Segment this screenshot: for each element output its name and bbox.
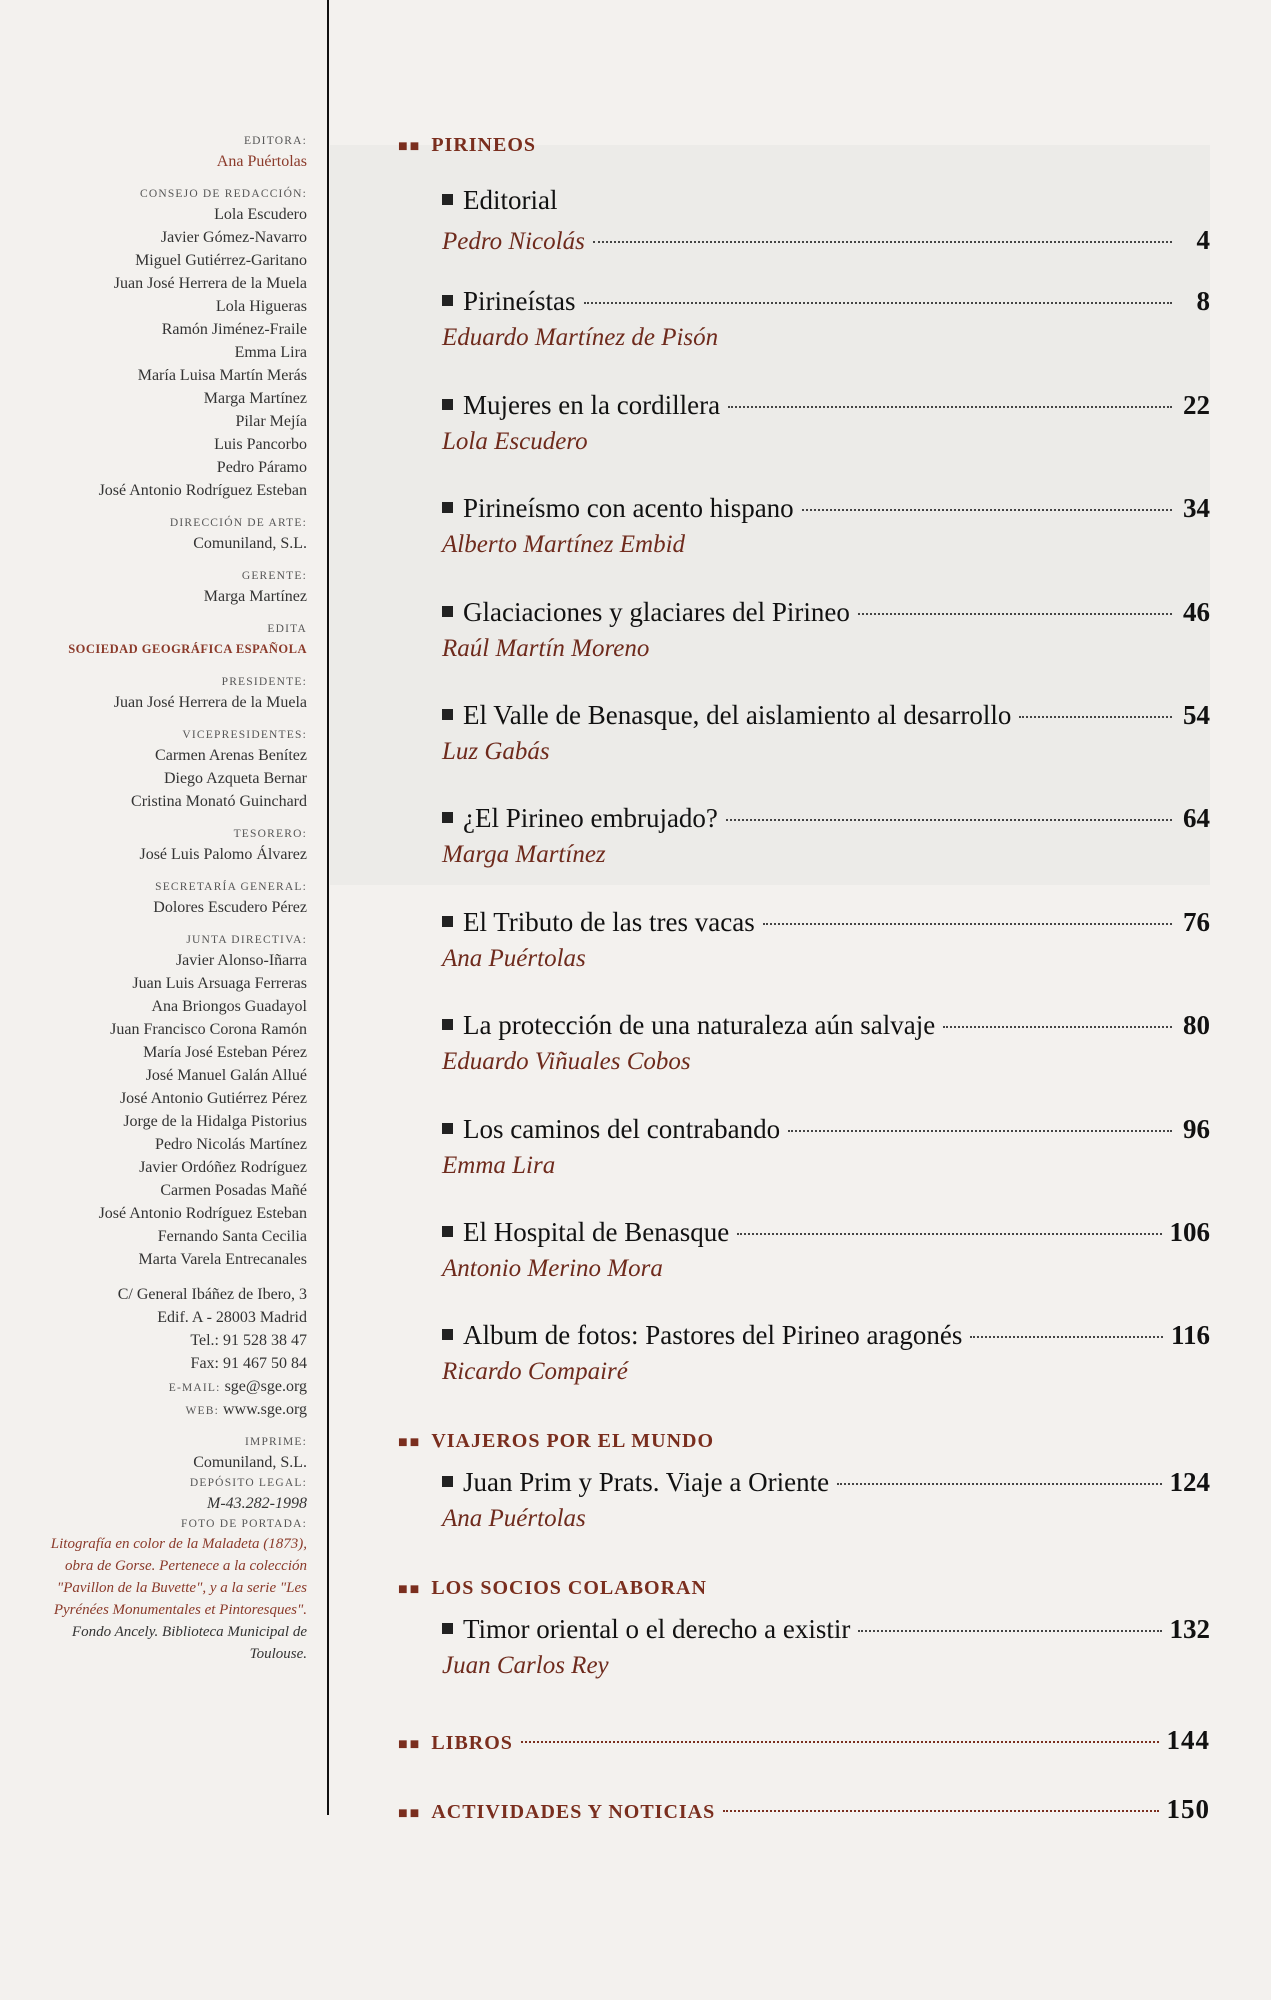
double-square-icon: ■■ [398, 1805, 422, 1822]
leader-dots [726, 819, 1172, 821]
phone-line: Tel.: 91 528 38 47 [190, 1332, 307, 1349]
entry-page: 80 [1183, 1010, 1210, 1040]
leader-dots [837, 1483, 1161, 1485]
leader-dots [584, 302, 1173, 304]
entry-title: Editorial [463, 185, 558, 215]
toc-entry[interactable] [442, 698, 1210, 768]
square-bullet-icon [442, 1019, 453, 1030]
vice-label: VICEPRESIDENTES: [182, 729, 307, 741]
entry-title: Los caminos del contrabando [463, 1114, 781, 1144]
junta-member: Marta Varela Entrecanales [138, 1251, 307, 1268]
consejo-member: Javier Gómez-Navarro [160, 229, 307, 246]
square-bullet-icon [442, 502, 453, 513]
leader-dots [970, 1336, 1163, 1338]
entry-page: 116 [1170, 1320, 1210, 1350]
leader-dots [728, 406, 1172, 408]
web-value: www.sge.org [223, 1401, 307, 1418]
square-bullet-icon [442, 606, 453, 617]
entry-title: Album de fotos: Pastores del Pirineo aragonés [463, 1320, 963, 1350]
square-bullet-icon [442, 399, 453, 410]
toc-entry[interactable] [442, 491, 1210, 561]
consejo-member: Miguel Gutiérrez-Garitano [135, 252, 307, 269]
leader-dots [521, 1741, 1159, 1743]
junta-member: Juan Luis Arsuaga Ferreras [132, 975, 307, 992]
section-label: VIAJEROS POR EL MUNDO [431, 1430, 715, 1452]
entry-title: El Tributo de las tres vacas [463, 907, 755, 937]
entry-author: Juan Carlos Rey [442, 1652, 609, 1679]
junta-member: José Antonio Rodríguez Esteban [98, 1205, 307, 1222]
vice-member: Carmen Arenas Benítez [155, 747, 307, 764]
tesorero-value: José Luis Palomo Álvarez [139, 846, 307, 863]
square-bullet-icon [442, 916, 453, 927]
deposito-value: M-43.282-1998 [207, 1495, 307, 1512]
toc-entry[interactable] [442, 1008, 1210, 1078]
editora-name: Ana Puértolas [216, 153, 307, 170]
imprime-value: Comuniland, S.L. [193, 1454, 307, 1471]
web-label: WEB: [185, 1405, 219, 1417]
junta-member: Ana Briongos Guadayol [151, 998, 307, 1015]
entry-page: 76 [1183, 907, 1210, 937]
square-bullet-icon [442, 194, 453, 205]
editora-label: EDITORA: [243, 135, 307, 147]
junta-member: Javier Alonso-Iñarra [175, 952, 307, 969]
junta-member: María José Esteban Pérez [143, 1044, 307, 1061]
entry-page: 54 [1183, 700, 1210, 730]
leader-dots [593, 241, 1172, 243]
foto-label: FOTO DE PORTADA: [181, 1518, 307, 1530]
secretaria-label: SECRETARÍA GENERAL: [155, 881, 307, 893]
junta-label: JUNTA DIRECTIVA: [186, 934, 307, 946]
toc-entry[interactable] [442, 1318, 1210, 1388]
edita-label: EDITA [267, 623, 307, 635]
square-bullet-icon [442, 1329, 453, 1340]
cover-credit-source: Fondo Ancely. Biblioteca Municipal de Toulouse. [71, 1624, 307, 1662]
toc-entry[interactable] [442, 1465, 1210, 1535]
consejo-member: Lola Higueras [215, 298, 307, 315]
entry-author: Ana Puértolas [442, 1505, 586, 1532]
toc-entry[interactable] [442, 801, 1210, 871]
entry-title: El Hospital de Benasque [463, 1217, 730, 1247]
arte-label: DIRECCIÓN DE ARTE: [169, 517, 307, 529]
toc-entry[interactable] [442, 905, 1210, 975]
consejo-member: José Antonio Rodríguez Esteban [98, 482, 307, 499]
vice-member: Cristina Monató Guinchard [131, 793, 307, 810]
leader-dots [723, 1810, 1158, 1812]
leader-dots [858, 613, 1172, 615]
entry-author: Marga Martínez [442, 841, 606, 868]
toc-entry[interactable] [442, 183, 1210, 258]
entry-title: La protección de una naturaleza aún salvaje [463, 1010, 936, 1040]
secretaria-value: Dolores Escudero Pérez [153, 899, 307, 916]
entry-author: Antonio Merino Mora [442, 1255, 663, 1282]
consejo-member: Luis Pancorbo [214, 436, 307, 453]
entry-page: 132 [1169, 1614, 1210, 1644]
address-line: Edif. A - 28003 Madrid [157, 1309, 307, 1326]
section-label: LOS SOCIOS COLABORAN [431, 1577, 707, 1599]
entry-title: Mujeres en la cordillera [463, 390, 721, 420]
entry-title: Glaciaciones y glaciares del Pirineo [463, 597, 850, 627]
entry-title: Timor oriental o el derecho a existir [463, 1614, 851, 1644]
entry-page: 124 [1169, 1467, 1210, 1497]
leader-dots [1019, 716, 1172, 718]
section-page: 150 [1166, 1794, 1210, 1824]
leader-dots [788, 1130, 1172, 1132]
entry-title: Pirineístas [463, 286, 576, 316]
cover-photo-credit [20, 1533, 307, 1665]
toc-entry[interactable] [442, 595, 1210, 665]
double-square-icon: ■■ [398, 138, 422, 155]
entry-page: 8 [1196, 286, 1210, 316]
section-viajeros [398, 1430, 1210, 1453]
entry-page: 34 [1183, 493, 1210, 523]
vertical-rule [327, 0, 329, 1815]
consejo-member: Pilar Mejía [235, 413, 307, 430]
double-square-icon: ■■ [398, 1736, 422, 1753]
junta-member: José Antonio Gutiérrez Pérez [119, 1090, 307, 1107]
consejo-member: Juan José Herrera de la Muela [113, 275, 307, 292]
toc-entry[interactable] [442, 1215, 1210, 1285]
entry-author: Raúl Martín Moreno [442, 635, 650, 662]
junta-member: Juan Francisco Corona Ramón [110, 1021, 307, 1038]
consejo-member: Pedro Páramo [216, 459, 307, 476]
edita-value: SOCIEDAD GEOGRÁFICA ESPAÑOLA [68, 642, 307, 656]
tesorero-label: TESORERO: [233, 828, 307, 840]
entry-author: Pedro Nicolás [442, 228, 585, 255]
entry-title: Juan Prim y Prats. Viaje a Oriente [463, 1467, 830, 1497]
leader-dots [737, 1233, 1161, 1235]
entry-page: 4 [1196, 225, 1210, 255]
address-line: C/ General Ibáñez de Ibero, 3 [117, 1286, 307, 1303]
presidente-value: Juan José Herrera de la Muela [113, 694, 307, 711]
entry-author: Luz Gabás [442, 738, 550, 765]
imprime-label: IMPRIME: [245, 1436, 307, 1448]
entry-author: Ana Puértolas [442, 945, 586, 972]
gerente-label: GERENTE: [241, 570, 307, 582]
junta-member: Pedro Nicolás Martínez [155, 1136, 307, 1153]
email-label: E-MAIL: [168, 1382, 221, 1394]
junta-member: José Manuel Galán Allué [145, 1067, 307, 1084]
toc-entry[interactable] [442, 1112, 1210, 1182]
vice-member: Diego Azqueta Bernar [163, 770, 307, 787]
entry-author: Emma Lira [442, 1152, 556, 1179]
section-page: 144 [1166, 1725, 1210, 1755]
gerente-value: Marga Martínez [203, 588, 307, 605]
section-pirineos [398, 134, 1210, 157]
consejo-label: CONSEJO DE REDACCIÓN: [139, 188, 307, 200]
entry-page: 22 [1183, 390, 1210, 420]
section-label: ACTIVIDADES Y NOTICIAS [431, 1801, 716, 1823]
consejo-member: María Luisa Martín Merás [137, 367, 307, 384]
square-bullet-icon [442, 812, 453, 823]
deposito-label: DEPÓSITO LEGAL: [189, 1477, 307, 1489]
leader-dots [858, 1630, 1161, 1632]
square-bullet-icon [442, 1476, 453, 1487]
square-bullet-icon [442, 1226, 453, 1237]
email-value: sge@sge.org [224, 1378, 307, 1395]
entry-title: Pirineísmo con acento hispano [463, 493, 794, 523]
arte-value: Comuniland, S.L. [193, 535, 307, 552]
square-bullet-icon [442, 1123, 453, 1134]
consejo-member: Marga Martínez [203, 390, 307, 407]
entry-title: ¿El Pirineo embrujado? [463, 803, 718, 833]
consejo-member: Lola Escudero [214, 206, 307, 223]
entry-title: El Valle de Benasque, del aislamiento al desarrollo [463, 700, 1012, 730]
toc-entry[interactable] [442, 388, 1210, 458]
junta-member: Jorge de la Hidalga Pistorius [123, 1113, 307, 1130]
section-label: LIBROS [431, 1732, 513, 1754]
entry-author: Ricardo Compairé [442, 1358, 628, 1385]
cover-credit-text: Litografía en color de la Maladeta (1873), obra de Gorse. Pertenece a la colección "Pavillon de la Buvette", y a la serie "Les Pyrénées Monumentales et Pintoresques". [50, 1536, 307, 1618]
section-actividades[interactable] [398, 1794, 1210, 1825]
entry-page: 106 [1169, 1217, 1210, 1247]
junta-member: Carmen Posadas Mañé [160, 1182, 307, 1199]
double-square-icon: ■■ [398, 1581, 422, 1598]
junta-member: Fernando Santa Cecilia [157, 1228, 307, 1245]
entry-author: Eduardo Martínez de Pisón [442, 324, 719, 351]
leader-dots [943, 1026, 1172, 1028]
toc-entry[interactable] [442, 284, 1210, 354]
colophon [20, 132, 307, 1677]
section-label: PIRINEOS [431, 134, 537, 156]
entry-author: Lola Escudero [442, 428, 588, 455]
square-bullet-icon [442, 1623, 453, 1634]
entry-page: 96 [1183, 1114, 1210, 1144]
junta-member: Javier Ordóñez Rodríguez [139, 1159, 307, 1176]
entry-page: 64 [1183, 803, 1210, 833]
section-libros[interactable] [398, 1725, 1210, 1756]
square-bullet-icon [442, 709, 453, 720]
leader-dots [802, 509, 1172, 511]
leader-dots [763, 923, 1172, 925]
consejo-member: Emma Lira [234, 344, 307, 361]
square-bullet-icon [442, 295, 453, 306]
consejo-member: Ramón Jiménez-Fraile [161, 321, 307, 338]
fax-line: Fax: 91 467 50 84 [190, 1355, 307, 1372]
double-square-icon: ■■ [398, 1434, 422, 1451]
entry-author: Eduardo Viñuales Cobos [442, 1048, 691, 1075]
presidente-label: PRESIDENTE: [221, 676, 307, 688]
section-socios [398, 1577, 1210, 1600]
entry-page: 46 [1183, 597, 1210, 627]
entry-author: Alberto Martínez Embid [442, 531, 686, 558]
toc-entry[interactable] [442, 1612, 1210, 1682]
